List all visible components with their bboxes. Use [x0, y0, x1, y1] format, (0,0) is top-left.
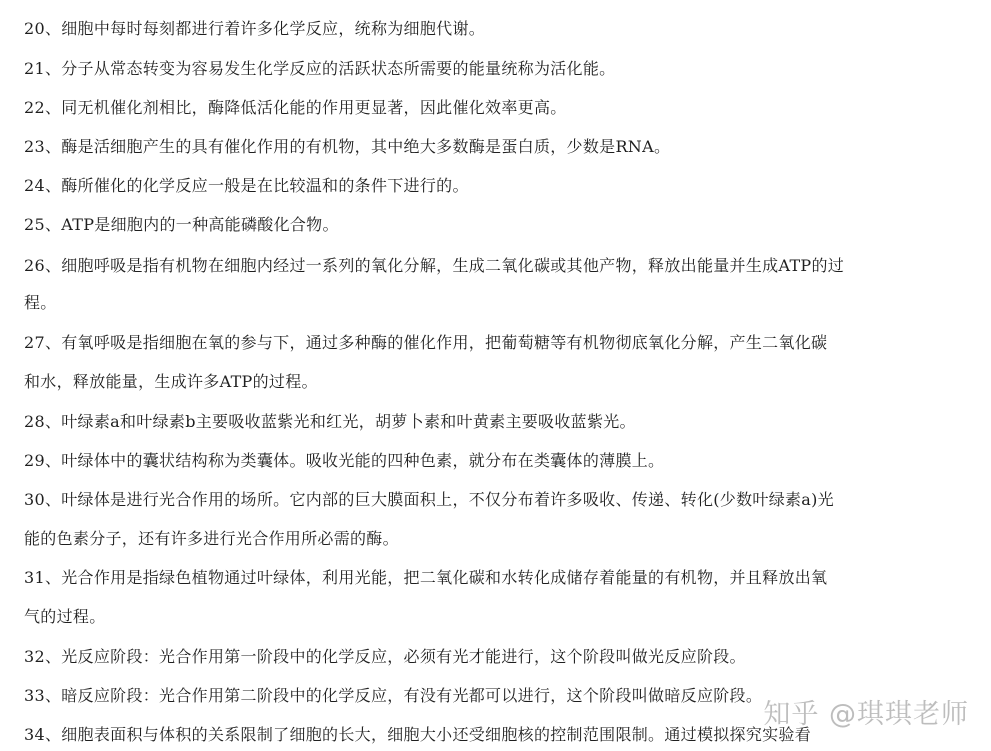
text-line-20: 20、细胞中每时每刻都进行着许多化学反应，统称为细胞代谢。 — [24, 19, 486, 38]
text-line-27: 27、有氧呼吸是指细胞在氧的参与下，通过多种酶的催化作用，把葡萄糖等有机物彻底氧化分解，产生二氧化碳 — [24, 333, 828, 352]
text-line-33: 33、暗反应阶段：光合作用第二阶段中的化学反应，有没有光都可以进行，这个阶段叫做暗反应阶段。 — [24, 686, 763, 705]
text-line-30: 30、叶绿体是进行光合作用的场所。它内部的巨大膜面积上，不仅分布着许多吸收、传递、转化(少数叶绿素a)光 — [24, 490, 834, 509]
text-line-28: 28、叶绿素a和叶绿素b主要吸收蓝紫光和红光，胡萝卜素和叶黄素主要吸收蓝紫光。 — [24, 412, 636, 431]
text-line-32: 32、光反应阶段：光合作用第一阶段中的化学反应，必须有光才能进行，这个阶段叫做光反应阶段。 — [24, 647, 746, 666]
text-line-29: 29、叶绿体中的囊状结构称为类囊体。吸收光能的四种色素，就分布在类囊体的薄膜上。 — [24, 451, 665, 470]
text-line-34: 34、细胞表面积与体积的关系限制了细胞的长大，细胞大小还受细胞核的控制范围限制。通过模拟探究实验看 — [24, 725, 812, 744]
text-line-25: 25、ATP是细胞内的一种高能磷酸化合物。 — [24, 215, 339, 234]
zhihu-watermark: 知乎 @琪琪老师 — [763, 699, 969, 730]
text-line-31: 31、光合作用是指绿色植物通过叶绿体，利用光能，把二氧化碳和水转化成储存着能量的有机物，并且释放出氧 — [24, 568, 828, 587]
text-line-30-cont: 能的色素分子，还有许多进行光合作用所必需的酶。 — [24, 529, 399, 548]
text-line-31-cont: 气的过程。 — [24, 607, 106, 626]
text-line-27-cont: 和水，释放能量，生成许多ATP的过程。 — [24, 372, 318, 391]
text-line-26-cont: 程。 — [24, 293, 57, 312]
text-line-26: 26、细胞呼吸是指有机物在细胞内经过一系列的氧化分解，生成二氧化碳或其他产物，释放出能量并生成ATP的过 — [24, 256, 845, 275]
text-line-24: 24、酶所催化的化学反应一般是在比较温和的条件下进行的。 — [24, 176, 469, 195]
text-line-23: 23、酶是活细胞产生的具有催化作用的有机物，其中绝大多数酶是蛋白质，少数是RNA。 — [24, 137, 671, 156]
text-line-21: 21、分子从常态转变为容易发生化学反应的活跃状态所需要的能量统称为活化能。 — [24, 59, 616, 78]
text-line-22: 22、同无机催化剂相比，酶降低活化能的作用更显著，因此催化效率更高。 — [24, 98, 567, 117]
